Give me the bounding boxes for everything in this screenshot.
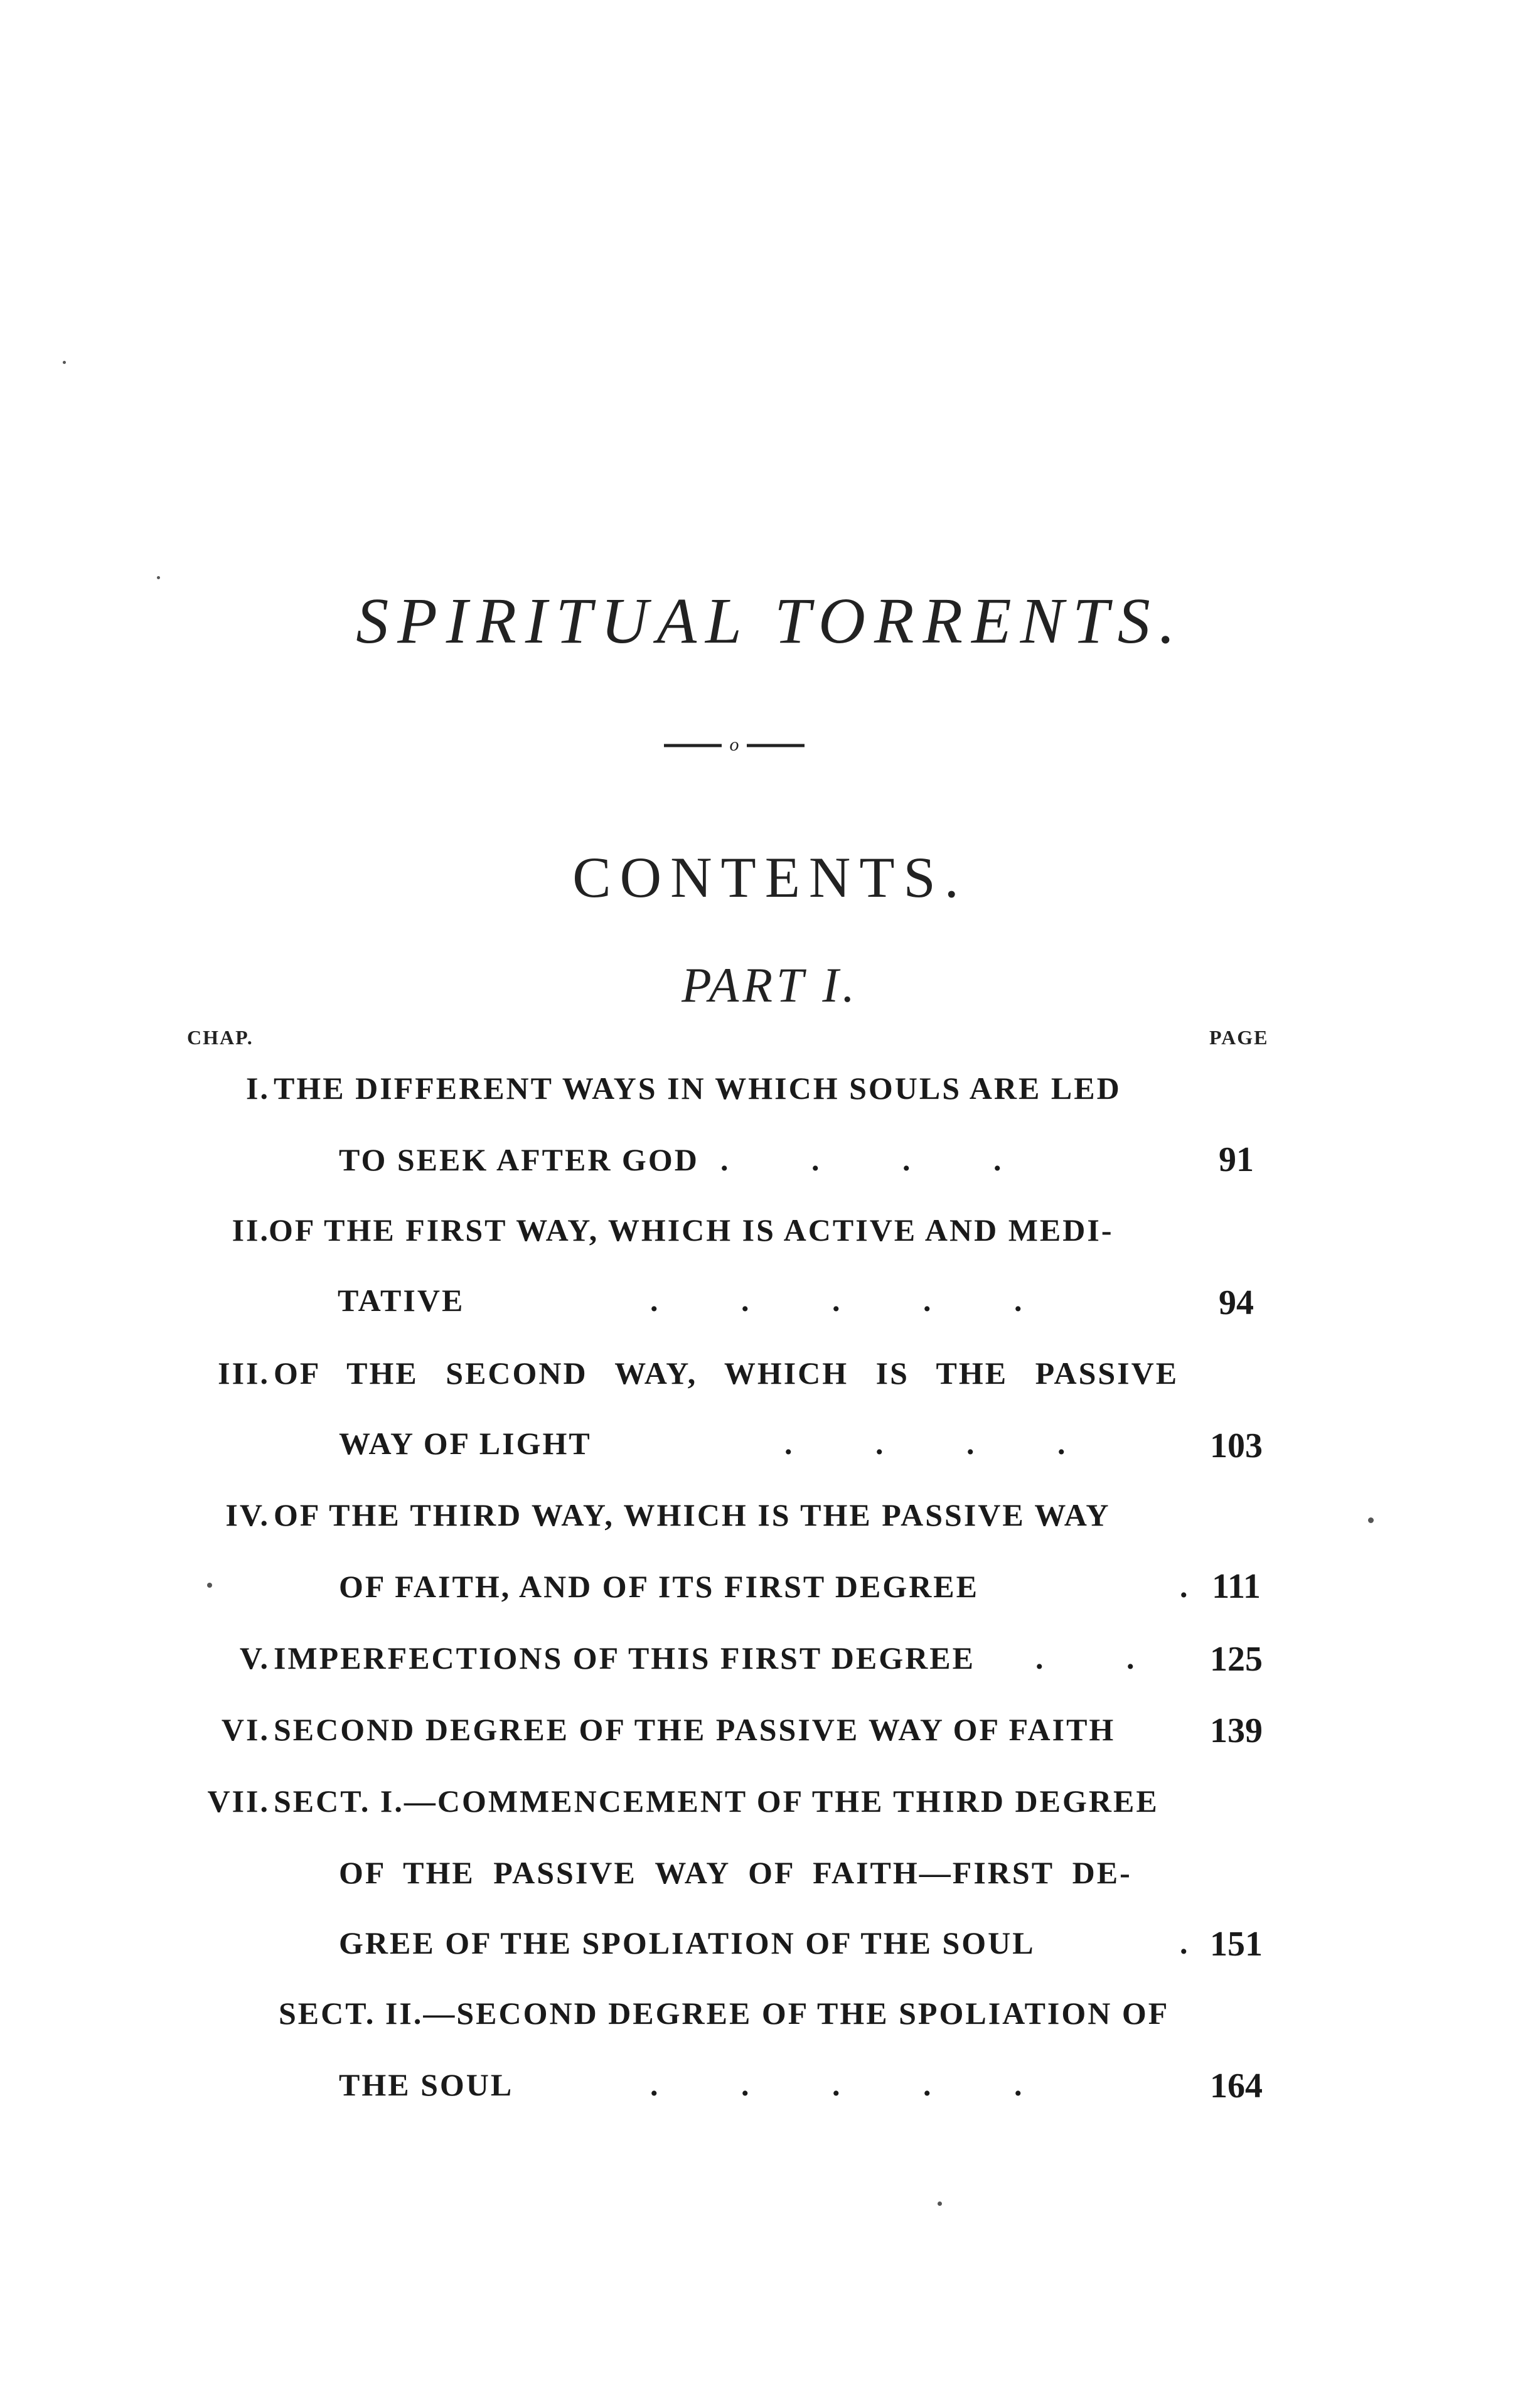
ornament-divider-icon	[659, 735, 810, 754]
chapter-number: III.	[218, 1356, 270, 1391]
print-speck	[63, 361, 66, 364]
page-number: 151	[1210, 1925, 1263, 1964]
toc-entry-line: THE SOUL	[339, 2067, 514, 2102]
toc-entry-line: OF THE SECOND WAY, WHICH IS THE PASSIVE	[274, 1356, 1179, 1391]
toc-entry-line: OF THE THIRD WAY, WHICH IS THE PASSIVE WAY	[274, 1497, 1111, 1532]
toc-entry-line: TO SEEK AFTER GOD	[339, 1142, 699, 1177]
page-number: 139	[1210, 1711, 1263, 1750]
toc-entry-line: THE DIFFERENT WAYS IN WHICH SOULS ARE LED	[274, 1071, 1121, 1106]
leader-dots: . . . .	[784, 1426, 1066, 1461]
chapter-number: V.	[239, 1640, 270, 1676]
print-speck	[157, 576, 160, 579]
chapter-number: VII.	[207, 1784, 270, 1819]
leader-dots: . . . . .	[650, 1283, 1022, 1318]
leader-dots: . . . . .	[650, 2067, 1022, 2102]
chapter-number: IV.	[225, 1497, 270, 1532]
chap-column-label: CHAP.	[187, 1026, 254, 1049]
chapter-number: II.	[232, 1212, 270, 1248]
toc-entry-line: OF FAITH, AND OF ITS FIRST DEGREE	[339, 1569, 979, 1604]
print-speck	[1368, 1517, 1374, 1523]
leader-dots: . . . .	[720, 1142, 1002, 1177]
print-speck	[938, 2201, 942, 2206]
leader-dots: .	[1180, 1925, 1188, 1960]
print-speck	[207, 1583, 212, 1588]
toc-entry-line: WAY OF LIGHT	[339, 1426, 592, 1461]
toc-entry-line: SECT. I.—COMMENCEMENT OF THE THIRD DEGREE	[274, 1784, 1159, 1819]
book-title: SPIRITUAL TORRENTS.	[356, 585, 1184, 657]
leader-dots: . .	[1035, 1640, 1135, 1676]
toc-entry-line: GREE OF THE SPOLIATION OF THE SOUL	[339, 1925, 1035, 1960]
page-number: 91	[1219, 1140, 1254, 1179]
page-number: 94	[1219, 1283, 1254, 1322]
page-column-label: PAGE	[1209, 1026, 1269, 1049]
page-number: 103	[1210, 1426, 1263, 1465]
ornament-letter: o	[729, 735, 739, 754]
toc-entry-line: OF THE PASSIVE WAY OF FAITH—FIRST DE-	[339, 1855, 1132, 1890]
page-number: 111	[1212, 1567, 1261, 1606]
chapter-number: VI.	[221, 1712, 270, 1747]
page-number: 164	[1210, 2067, 1263, 2105]
ornamental-rule	[659, 735, 810, 754]
toc-entry-line: TATIVE	[338, 1283, 465, 1318]
part-heading: PART I.	[682, 958, 858, 1012]
page-number: 125	[1210, 1640, 1263, 1679]
leader-dots: .	[1180, 1569, 1188, 1604]
chapter-number: I.	[246, 1071, 270, 1106]
toc-entry-line: OF THE FIRST WAY, WHICH IS ACTIVE AND MEDI-	[269, 1212, 1114, 1248]
toc-entry-line: SECOND DEGREE OF THE PASSIVE WAY OF FAITH	[274, 1712, 1116, 1747]
toc-entry-line: IMPERFECTIONS OF THIS FIRST DEGREE	[274, 1640, 975, 1676]
toc-entry-line: SECT. II.—SECOND DEGREE OF THE SPOLIATION OF	[279, 1996, 1170, 2031]
contents-heading: CONTENTS.	[572, 845, 968, 909]
